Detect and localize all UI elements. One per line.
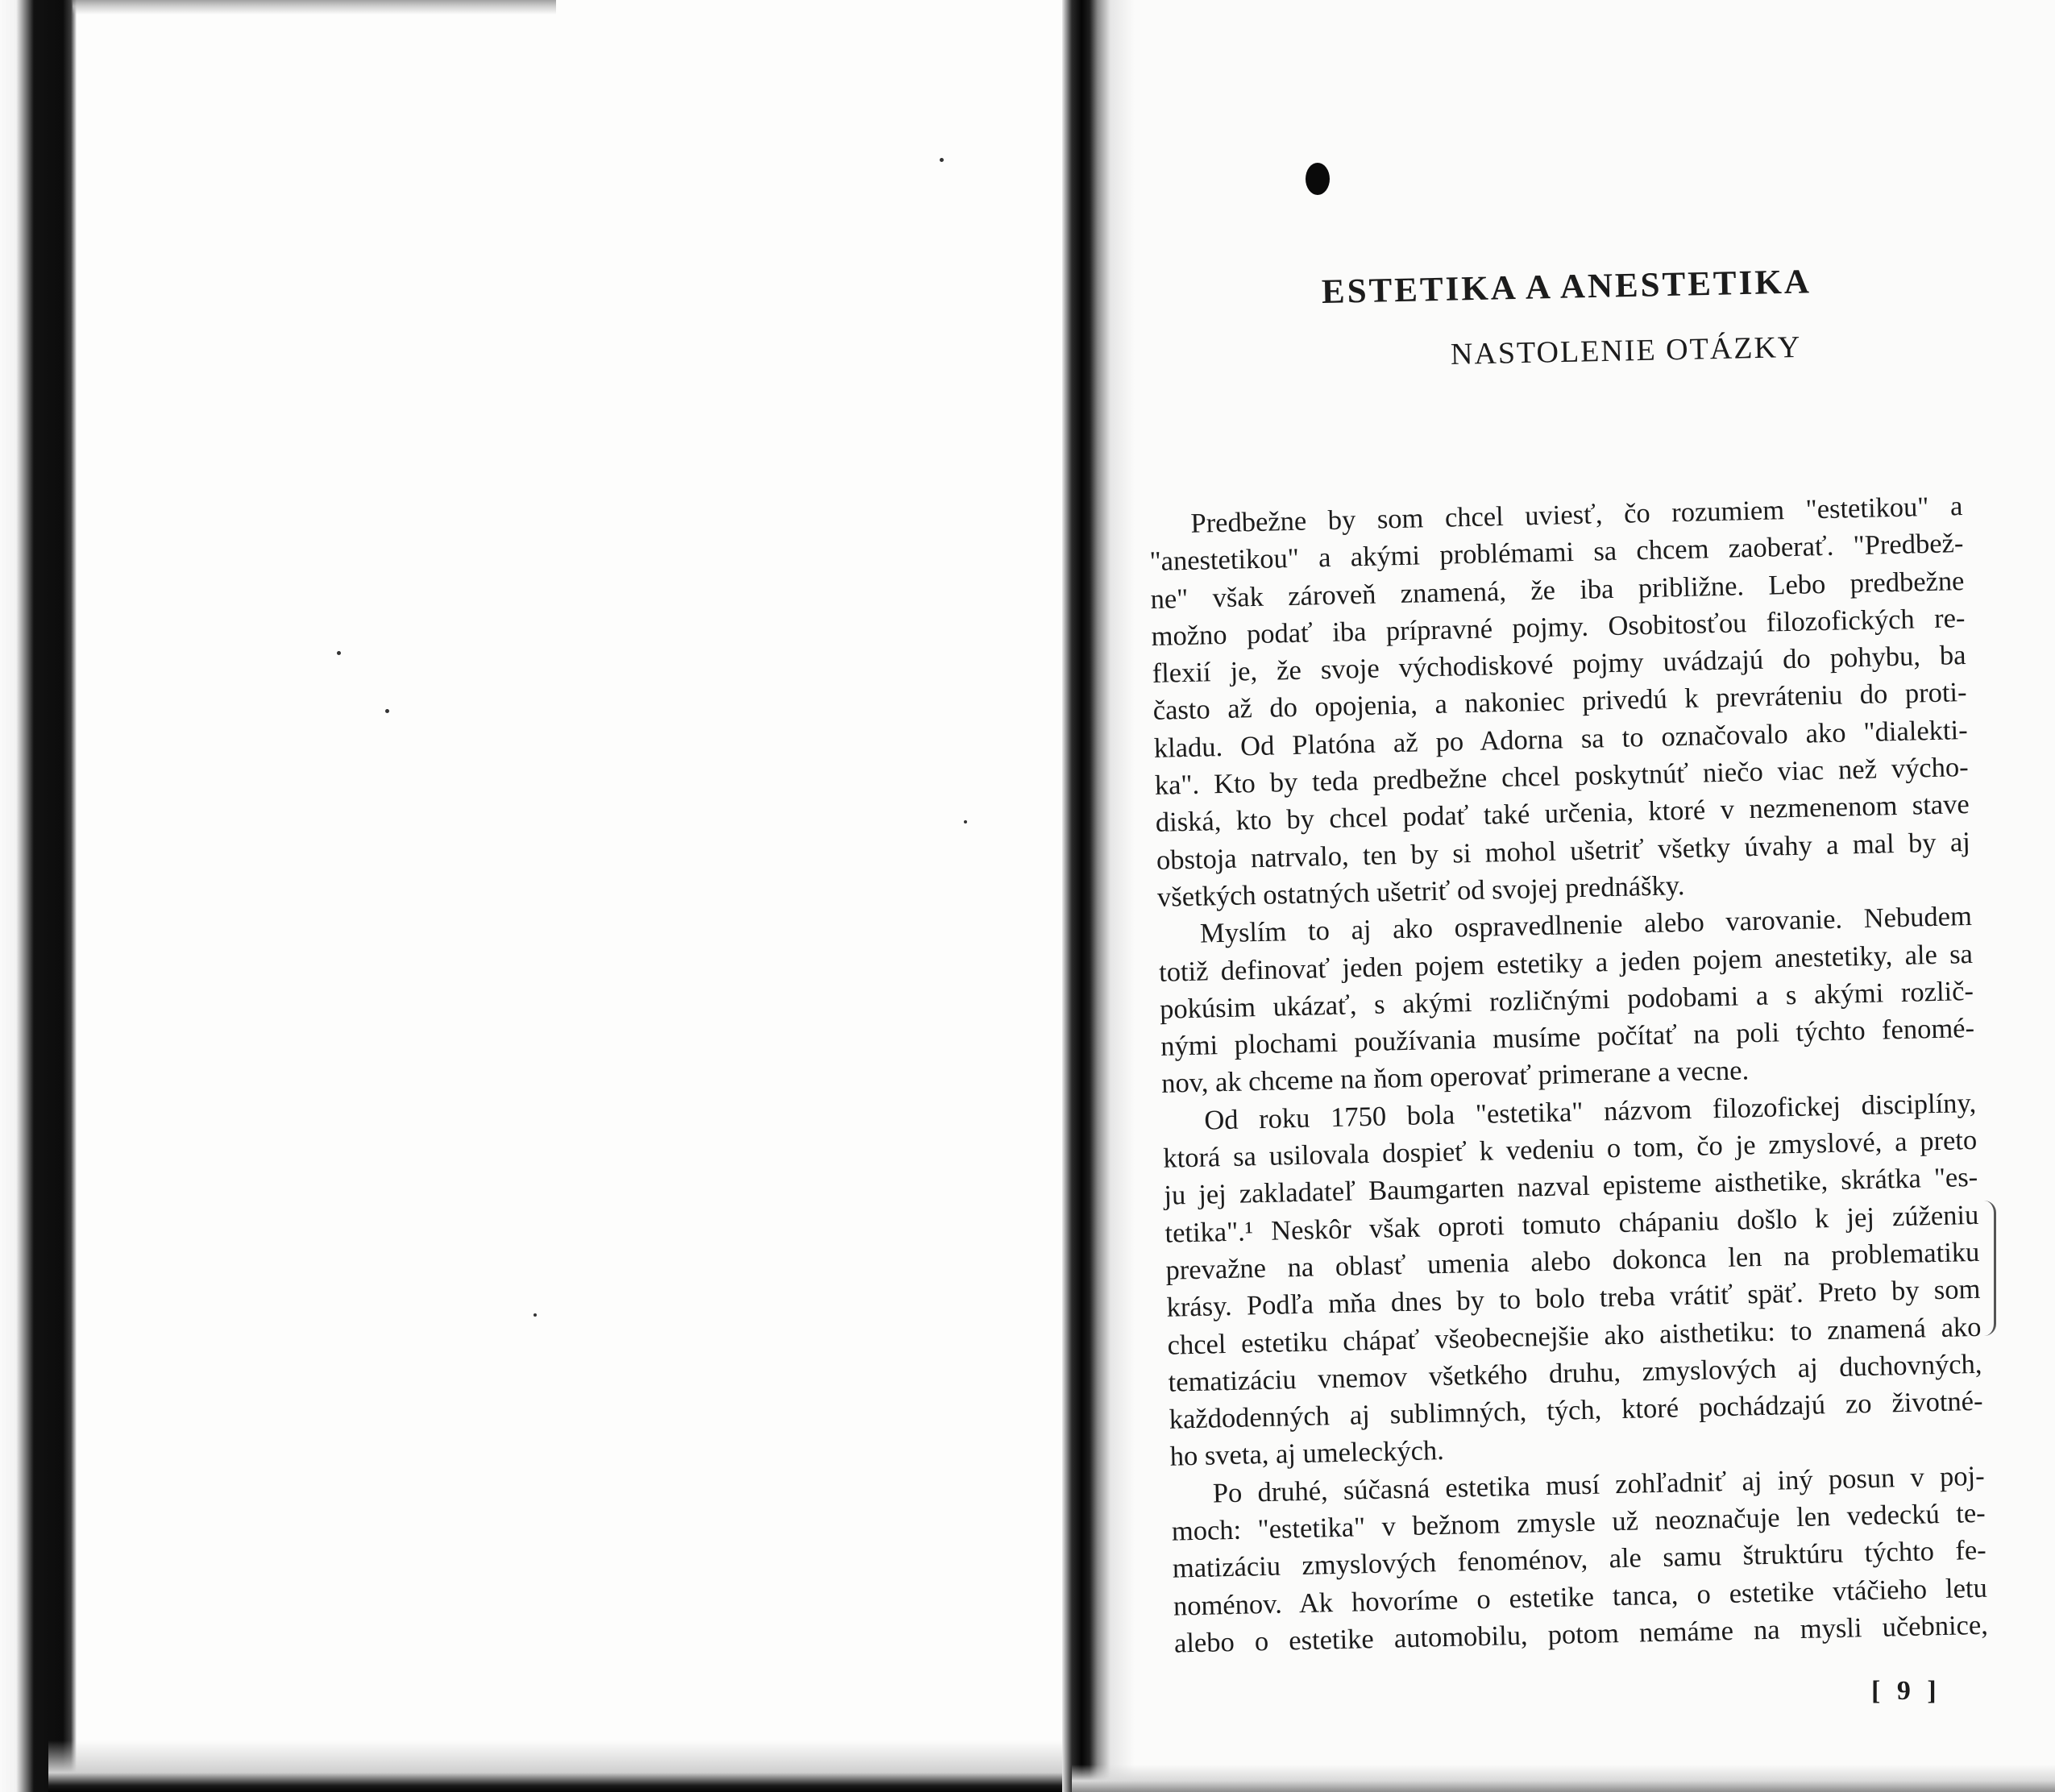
scan-speck [337,651,341,655]
text-line: ho sveta, aj umeleckých. [1169,1435,1445,1473]
book-gutter [1062,0,1135,1792]
text-line: Predbežne by som chcel uviesť, čo rozumiem "estetikou" a [1190,491,1963,539]
text-line: matizáciu zmyslových fenoménov, ale samu štruktúru týchto fe- [1172,1535,1987,1584]
left-page-scan-edge [0,0,77,1792]
left-page-top-edge [73,0,556,15]
left-page-bottom-edge [48,1740,1064,1792]
text-line: krásy. Podľa mňa dnes by to bolo treba vrátiť späť. Preto by som [1166,1274,1981,1323]
right-page-bottom-edge [1072,1765,2055,1792]
text-line: nými plochami používania musíme počítať na poli týchto fenomé- [1160,1013,1975,1062]
text-line: totiž definovať jeden pojem estetiky a jeden pojem anestetiky, ale sa [1158,938,1974,988]
margin-pencil-mark [1984,1201,1996,1336]
text-line: "anestetikou" a akými problémami sa chcem zaoberať. "Predbež- [1149,528,1964,578]
text-line: tetika".¹ Neskôr však oproti tomuto chápaniu došlo k jej zúženiu [1164,1199,1979,1249]
body-text [1148,487,1988,1662]
text-line: alebo o estetike automobilu, potom nemáme na mysli učebnice, [1173,1609,1989,1659]
text-line: Od roku 1750 bola "estetika" názvom filozofickej disciplíny, [1203,1087,1977,1136]
text-line: flexií je, že svoje východiskové pojmy uvádzajú do pohybu, ba [1152,640,1966,690]
text-line: ka". Kto by teda predbežne chcel poskytnúť niečo viac než výcho- [1154,752,1970,801]
text-line: noménov. Ak hovoríme o estetike tanca, o estetike vtáčieho letu [1173,1572,1988,1622]
text-line: tematizáciu vnemov všetkého druhu, zmyslových aj duchovných, [1168,1348,1982,1398]
text-line: všetkých ostatných ušetriť od svojej prednášky. [1156,870,1685,913]
text-line: ktorá sa usilovala dospieť k vedeniu o tom, čo je zmyslové, a preto [1162,1124,1978,1174]
text-line: Po druhé, súčasná estetika musí zohľadniť aj iný posun v poj- [1212,1460,1986,1509]
text-line: nov, ak chceme na ňom operovať primerane a vecne. [1160,1055,1750,1100]
scan-speck [940,158,944,162]
text-line: moch: "estetika" v bežnom zmysle už neoznačuje len vedeckú te- [1171,1497,1986,1547]
text-line: diská, kto by chcel podať také určenia, ktoré v nezmenenom stave [1155,789,1970,839]
chapter-bullet-mark [1306,163,1330,195]
chapter-title: ESTETIKA A ANESTETIKA [1321,263,1812,311]
text-line: obstoja natrvalo, ten by si mohol ušetriť všetky úvahy a mal by aj [1156,826,1971,876]
text-line: často až do opojenia, a nakoniec privedú k prevráteniu do proti- [1152,677,1967,727]
text-line: ne" však zároveň znamená, že iba približne. Lebo predbežne [1150,565,1965,615]
text-line: každodenných aj sublimných, tých, ktoré pochádzajú zo životné- [1169,1385,1983,1435]
page-number: [ 9 ] [1871,1676,1941,1706]
text-line: ju jej zakladateľ Baumgarten nazval episteme aisthetike, skrátka "es- [1163,1162,1978,1212]
scan-speck [533,1313,537,1317]
text-line: kladu. Od Platóna až po Adorna sa to označovalo ako "dialekti- [1153,714,1968,764]
scan-speck [964,820,967,823]
text-line: chcel estetiku chápať všeobecnejšie ako aisthetiku: to znamená ako [1167,1311,1982,1361]
text-line: možno podať iba prípravné pojmy. Osobitosťou filozofických re- [1151,602,1966,652]
scan-speck [385,709,389,713]
text-line: Myslím to aj ako ospravedlnenie alebo varovanie. Nebudem [1199,901,1973,949]
chapter-subtitle: NASTOLENIE OTÁZKY [1450,330,1802,371]
text-line: pokúsim ukázať, s akými rozličnými podobami a s akými rozlič- [1159,975,1974,1025]
text-line: prevažne na oblasť umenia alebo dokonca len na problematiku [1165,1236,1980,1286]
